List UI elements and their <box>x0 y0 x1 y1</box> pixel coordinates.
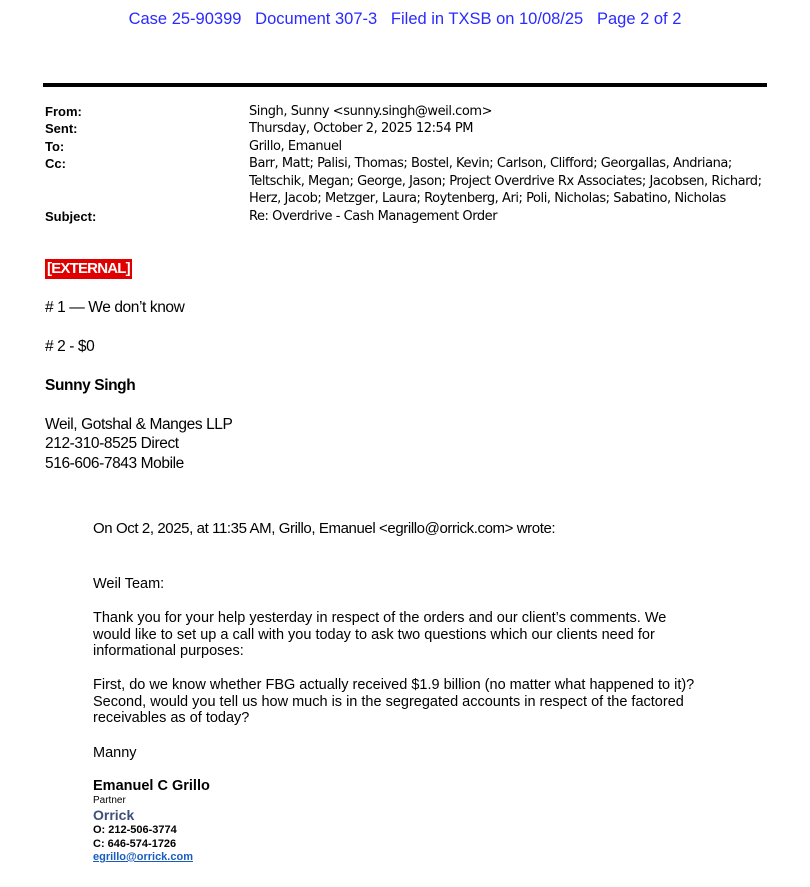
reply-signer-mobile: 516-606-7843 Mobile <box>45 455 184 472</box>
cc-label: Cc: <box>45 156 66 171</box>
subject-label: Subject: <box>45 209 97 224</box>
quoted-paragraph-2: First, do we know whether FBG actually received $1.9 billion (no matter what happened to it)? Second, would you tell us how much is in the segregated accounts in respect of the factored receivables as of today? <box>93 677 695 726</box>
reply-answer-1: # 1 — We don’t know <box>45 299 185 316</box>
court-filing-header: Case 25-90399 Document 307-3 Filed in TXSB on 10/08/25 Page 2 of 2 <box>128 10 682 28</box>
quoted-sig-firm: Orrick <box>93 807 135 823</box>
cc-value: Barr, Matt; Palisi, Thomas; Bostel, Kevin; Carlson, Clifford; Georgallas, Andriana; Teltschik, Megan; George, Jason; Project Overdrive Rx Associates; Jacobsen, Richard; Herz, Jacob; Metzger, Laura; Roytenberg, Ari; Poli, Nicholas; Sabatino, Nicholas <box>249 156 762 206</box>
quoted-sig-name: Emanuel C Grillo <box>93 778 210 794</box>
to-label: To: <box>45 139 65 154</box>
quoted-signoff: Manny <box>93 745 137 761</box>
quoted-sig-office-phone: O: 212-506-3774 <box>93 824 177 836</box>
subject-value: Re: Overdrive - Cash Management Order <box>249 209 498 224</box>
quoted-sig-title: Partner <box>93 795 126 806</box>
external-tag: [EXTERNAL] <box>47 260 130 277</box>
to-value: Grillo, Emanuel <box>249 139 342 154</box>
reply-signer-firm: Weil, Gotshal & Manges LLP <box>45 416 233 433</box>
reply-signer-direct: 212-310-8525 Direct <box>45 435 179 452</box>
sent-label: Sent: <box>45 121 78 136</box>
quoted-sig-email-link[interactable]: egrillo@orrick.com <box>93 851 193 863</box>
quoted-intro: On Oct 2, 2025, at 11:35 AM, Grillo, Emanuel <egrillo@orrick.com> wrote: <box>93 520 556 537</box>
quoted-greeting: Weil Team: <box>93 576 165 592</box>
reply-signer-name: Sunny Singh <box>45 377 136 394</box>
from-label: From: <box>45 104 82 119</box>
quoted-sig-cell-phone: C: 646-574-1726 <box>93 838 177 850</box>
from-value: Singh, Sunny <sunny.singh@weil.com> <box>249 104 493 119</box>
reply-answer-2: # 2 - $0 <box>45 338 95 355</box>
quoted-paragraph-1: Thank you for your help yesterday in respect of the orders and our client’s comments. We would like to set up a call with you today to ask two questions which our clients need for informational purposes: <box>93 610 667 659</box>
sent-value: Thursday, October 2, 2025 12:54 PM <box>249 121 473 136</box>
header-divider <box>43 83 767 87</box>
